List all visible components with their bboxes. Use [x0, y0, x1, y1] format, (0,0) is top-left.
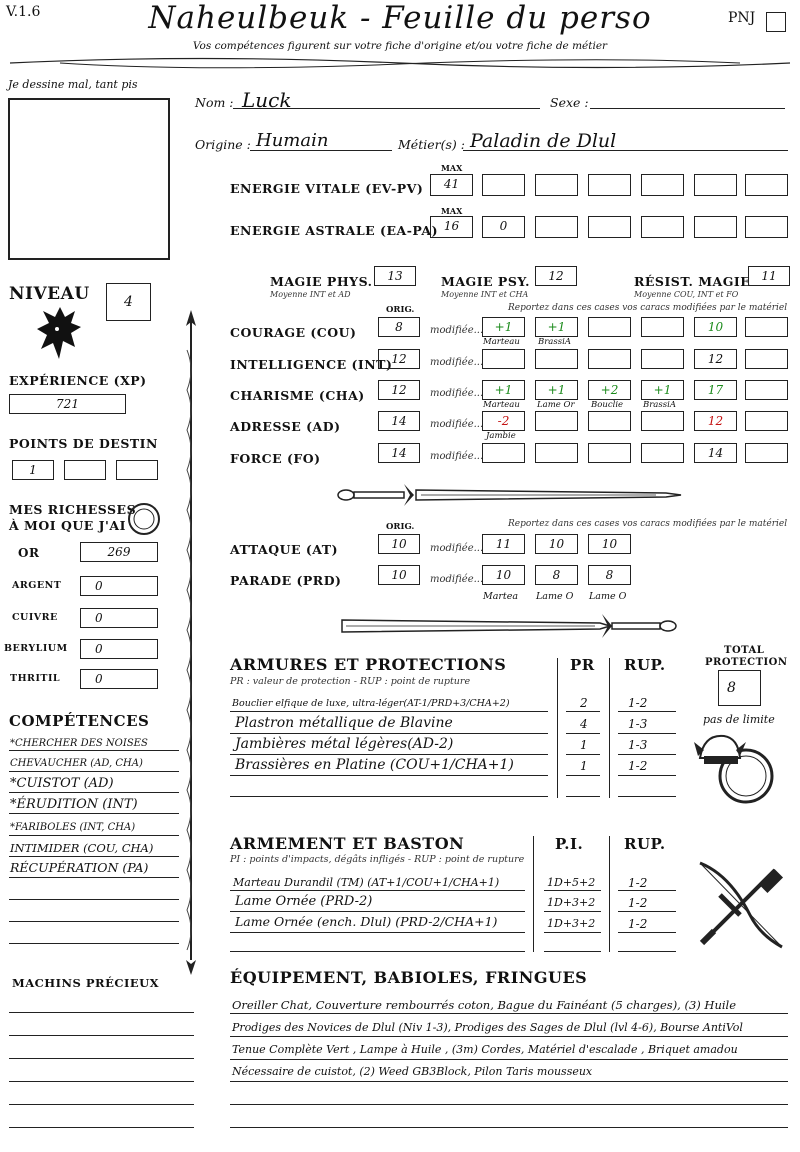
arme-line — [544, 951, 601, 952]
arme-line — [230, 890, 525, 891]
equipement-line-text[interactable]: Tenue Complète Vert , Lampe à Huile , (3m) Cordes, Matériel d'escalade , Briquet amadou — [232, 1043, 738, 1056]
arme-pi[interactable]: 1D+3+2 — [547, 917, 596, 930]
armure-pr[interactable]: 2 — [580, 696, 588, 710]
arme-pi[interactable]: 1D+5+2 — [547, 876, 596, 889]
equipement-line — [230, 1104, 788, 1105]
adresse-modifie-label: modifiée... — [430, 419, 484, 430]
equipement-line — [230, 1059, 788, 1060]
magie-phys-value[interactable]: 13 — [374, 266, 416, 286]
armure-line — [618, 733, 676, 734]
courage-final[interactable]: 10 — [694, 317, 737, 337]
ev-box-7[interactable] — [745, 174, 788, 196]
portrait-label: Je dessine mal, tant pis — [8, 78, 138, 91]
armures-title: ARMURES ET PROTECTIONS — [230, 655, 507, 674]
header-divider — [0, 52, 800, 74]
arme-line — [618, 911, 676, 912]
adresse-label: ADRESSE (AD) — [230, 419, 341, 434]
arme-line — [230, 932, 525, 933]
charisme-mod-1[interactable]: +1 — [482, 380, 525, 400]
competence-line — [9, 921, 179, 922]
intelligence-label: INTELLIGENCE (INT) — [230, 357, 393, 372]
ev-box-5[interactable] — [641, 174, 684, 196]
richesses-label-2: À MOI QUE J'AI — [9, 518, 126, 533]
charisme-final[interactable]: 17 — [694, 380, 737, 400]
xp-value[interactable]: 721 — [9, 394, 126, 414]
nom-label: Nom : — [195, 95, 234, 110]
arme-name[interactable]: Lame Ornée (PRD-2) — [235, 894, 373, 909]
destin-box-1[interactable]: 1 — [12, 460, 54, 480]
armement-rup-header: RUP. — [624, 835, 666, 853]
attaque-modifie-label: modifiée... — [430, 543, 484, 554]
machins-line — [9, 1035, 194, 1036]
charisme-under-2: Lame Or — [537, 400, 575, 410]
armure-line — [618, 796, 676, 797]
courage-extra[interactable] — [745, 317, 788, 337]
armement-divider — [609, 836, 610, 952]
competence-line — [9, 856, 179, 857]
arme-line — [544, 932, 601, 933]
courage-under-2: BrassiA — [538, 337, 571, 347]
armure-rup[interactable]: 1-3 — [628, 717, 648, 731]
intelligence-mod-3[interactable] — [588, 349, 631, 369]
armure-pr[interactable]: 1 — [580, 738, 588, 752]
ev-box-6[interactable] — [694, 174, 737, 196]
competence-line — [9, 877, 179, 878]
armure-rup[interactable]: 1-2 — [628, 696, 648, 710]
equipement-line-text[interactable]: Nécessaire de cuistot, (2) Weed GB3Block, Pilon Taris mousseux — [232, 1065, 593, 1078]
force-label: FORCE (FO) — [230, 451, 321, 466]
courage-mod-3[interactable] — [588, 317, 631, 337]
arme-name[interactable]: Marteau Durandil (TM) (AT+1/COU+1/CHA+1) — [233, 876, 500, 889]
armure-name[interactable]: Bouclier elfique de luxe, ultra-léger(AT-1/PRD+3/CHA+2) — [232, 698, 510, 709]
ea-max-box[interactable]: 16 — [430, 216, 473, 238]
force-mod-2[interactable] — [535, 443, 578, 463]
berylium-label: BERYLIUM — [4, 643, 68, 654]
coin-icon — [126, 501, 162, 537]
armure-line — [618, 711, 676, 712]
machins-line — [9, 1058, 194, 1059]
ev-max-label: MAX — [441, 163, 463, 173]
intelligence-extra[interactable] — [745, 349, 788, 369]
armure-line — [566, 775, 600, 776]
argent-label: ARGENT — [12, 580, 62, 591]
magie-psy-note: Moyenne INT et CHA — [441, 290, 529, 299]
sheet-subtitle: Vos compétences figurent sur votre fiche d'origine et/ou votre fiche de métier — [192, 40, 608, 52]
sexe-label: Sexe : — [550, 95, 589, 110]
courage-orig[interactable]: 8 — [378, 317, 420, 337]
armure-pr[interactable]: 1 — [580, 759, 588, 773]
courage-label: COURAGE (COU) — [230, 325, 357, 340]
intelligence-modifie-label: modifiée... — [430, 357, 484, 368]
machins-line — [9, 1104, 194, 1105]
cuivre-label: CUIVRE — [12, 612, 58, 623]
armement-title: ARMEMENT ET BASTON — [230, 834, 465, 853]
equipement-line-text[interactable]: Prodiges des Novices de Dlul (Niv 1-3), Prodiges des Sages de Dlul (lvl 4-6), Bourse AntiVol — [232, 1021, 743, 1034]
nom-value[interactable]: Luck — [242, 88, 292, 112]
competence-item[interactable]: RÉCUPÉRATION (PA) — [10, 860, 149, 875]
magie-psy-label: MAGIE PSY. — [441, 274, 531, 289]
force-final[interactable]: 14 — [694, 443, 737, 463]
machins-line — [9, 1127, 194, 1128]
parade-label: PARADE (PRD) — [230, 573, 342, 588]
niveau-value[interactable]: 4 — [106, 283, 151, 321]
parade-orig[interactable]: 10 — [378, 565, 420, 585]
equipement-line — [230, 1013, 788, 1014]
combat-orig-label: ORIG. — [386, 522, 415, 532]
courage-mod-4[interactable] — [641, 317, 684, 337]
magie-psy-value[interactable]: 12 — [535, 266, 577, 286]
arme-line — [544, 890, 601, 891]
richesses-label-1: MES RICHESSES — [9, 502, 137, 517]
resist-magie-label: RÉSIST. MAGIE — [634, 274, 751, 289]
arme-rup[interactable]: 1-2 — [628, 896, 648, 910]
force-modifie-label: modifiée... — [430, 451, 484, 462]
armure-line — [566, 733, 600, 734]
arme-line — [230, 951, 525, 952]
argent-value[interactable]: 0 — [80, 576, 158, 596]
resist-magie-value[interactable]: 11 — [748, 266, 790, 286]
pnj-checkbox[interactable] — [766, 12, 786, 32]
armure-line — [618, 754, 676, 755]
armure-rup[interactable]: 1-3 — [628, 738, 648, 752]
competence-item[interactable]: CHEVAUCHER (AD, CHA) — [10, 758, 143, 769]
sword-icon — [340, 610, 680, 642]
charisme-modifie-label: modifiée... — [430, 388, 484, 399]
armure-line — [230, 711, 548, 712]
adresse-extra[interactable] — [745, 411, 788, 431]
ea-box-5[interactable] — [641, 216, 684, 238]
charisme-mod-3[interactable]: +2 — [588, 380, 631, 400]
arme-rup[interactable]: 1-2 — [628, 917, 648, 931]
combat-under-3: Lame O — [589, 591, 627, 602]
force-extra[interactable] — [745, 443, 788, 463]
parade-value-1[interactable]: 10 — [482, 565, 525, 585]
adresse-mod-4[interactable] — [641, 411, 684, 431]
combat-under-1: Martea — [483, 591, 519, 602]
adresse-mod-3[interactable] — [588, 411, 631, 431]
or-label: OR — [18, 546, 40, 560]
adresse-final[interactable]: 12 — [694, 411, 737, 431]
cuivre-value[interactable]: 0 — [80, 608, 158, 628]
equipement-line — [230, 1127, 788, 1128]
force-mod-4[interactable] — [641, 443, 684, 463]
charisme-orig[interactable]: 12 — [378, 380, 420, 400]
pas-de-limite-label: pas de limite — [703, 713, 775, 726]
charisme-under-1: Marteau — [483, 400, 520, 410]
caracs-report-note: Reportez dans ces cases vos caracs modifiées par le matériel — [508, 303, 788, 313]
ea-box-3[interactable] — [535, 216, 578, 238]
destin-label: POINTS DE DESTIN — [9, 436, 158, 451]
courage-mod-2[interactable]: +1 — [535, 317, 578, 337]
adresse-mod-2[interactable] — [535, 411, 578, 431]
machins-line — [9, 1081, 194, 1082]
adresse-mod-1[interactable]: -2 — [482, 411, 525, 431]
charisme-extra[interactable] — [745, 380, 788, 400]
courage-modifie-label: modifiée... — [430, 325, 484, 336]
attaque-label: ATTAQUE (AT) — [230, 542, 339, 557]
competence-line — [9, 813, 179, 814]
arme-line — [230, 911, 525, 912]
parade-value-3[interactable]: 8 — [588, 565, 631, 585]
adresse-orig[interactable]: 14 — [378, 411, 420, 431]
competence-line — [9, 750, 179, 751]
machins-label: MACHINS PRÉCIEUX — [12, 976, 160, 990]
ea-box-7[interactable] — [745, 216, 788, 238]
thritil-value[interactable]: 0 — [80, 669, 158, 689]
competence-item[interactable]: *FARIBOLES (INT, CHA) — [10, 822, 136, 833]
destin-box-3[interactable] — [116, 460, 158, 480]
total-protection-label-2: PROTECTION — [705, 657, 788, 668]
armure-line — [230, 796, 548, 797]
pnj-label: PNJ — [728, 10, 756, 26]
or-value[interactable]: 269 — [80, 542, 158, 562]
arme-rup[interactable]: 1-2 — [628, 876, 648, 890]
armures-divider — [609, 658, 610, 798]
armures-note: PR : valeur de protection - RUP : point de rupture — [230, 676, 471, 687]
attaque-value-1[interactable]: 11 — [482, 534, 525, 554]
sword-icon — [336, 480, 686, 510]
intelligence-mod-2[interactable] — [535, 349, 578, 369]
adresse-under-1: Jambie — [486, 431, 516, 441]
staff-icon — [180, 310, 202, 975]
portrait-frame[interactable] — [8, 98, 170, 260]
ea-max-label: MAX — [441, 206, 463, 216]
competence-line — [9, 943, 179, 944]
combat-report-note: Reportez dans ces cases vos caracs modifiées par le matériel — [508, 519, 788, 529]
ea-label: ENERGIE ASTRALE (EA-PA) — [230, 223, 438, 238]
competence-line — [9, 899, 179, 900]
metier-value[interactable]: Paladin de Dlul — [470, 130, 617, 152]
total-protection-value[interactable]: 8 — [718, 670, 761, 706]
arme-pi[interactable]: 1D+3+2 — [547, 896, 596, 909]
attaque-value-3[interactable]: 10 — [588, 534, 631, 554]
courage-under-1: Marteau — [483, 337, 520, 347]
competences-label: COMPÉTENCES — [9, 712, 150, 730]
charisme-label: CHARISME (CHA) — [230, 388, 365, 403]
magie-phys-note: Moyenne INT et AD — [270, 290, 351, 299]
armement-note: PI : points d'impacts, dégâts infligés - RUP : point de rupture — [230, 854, 525, 865]
equipement-line-text[interactable]: Oreiller Chat, Couverture rembourrés coton, Bague du Fainéant (5 charges), (3) Huile — [232, 998, 737, 1012]
force-mod-1[interactable] — [482, 443, 525, 463]
attaque-value-2[interactable]: 10 — [535, 534, 578, 554]
competence-line — [9, 771, 179, 772]
armure-line — [230, 775, 548, 776]
armure-rup[interactable]: 1-2 — [628, 759, 648, 773]
magie-phys-label: MAGIE PHYS. — [270, 274, 373, 289]
armure-line — [230, 754, 548, 755]
intelligence-orig[interactable]: 12 — [378, 349, 420, 369]
competence-item[interactable]: *CHERCHER DES NOISES — [10, 738, 148, 749]
attaque-orig[interactable]: 10 — [378, 534, 420, 554]
arme-line — [544, 911, 601, 912]
weapons-icon — [690, 855, 790, 955]
origine-label: Origine : — [195, 137, 251, 152]
dragon-icon — [35, 303, 85, 365]
arme-line — [618, 951, 676, 952]
arme-line — [618, 890, 676, 891]
competence-line — [9, 835, 179, 836]
ea-current-box[interactable]: 0 — [482, 216, 525, 238]
courage-mod-1[interactable]: +1 — [482, 317, 525, 337]
armure-name[interactable]: Plastron métallique de Blavine — [235, 715, 453, 731]
armement-divider — [533, 836, 534, 952]
intelligence-final[interactable]: 12 — [694, 349, 737, 369]
intelligence-mod-1[interactable] — [482, 349, 525, 369]
ev-box-3[interactable] — [535, 174, 578, 196]
equipement-line — [230, 1081, 788, 1082]
ev-box-2[interactable] — [482, 174, 525, 196]
resist-magie-note: Moyenne COU, INT et FO — [634, 290, 739, 299]
sexe-line — [590, 108, 785, 109]
competence-item[interactable]: INTIMIDER (COU, CHA) — [10, 841, 154, 855]
parade-modifie-label: modifiée... — [430, 574, 484, 585]
armure-pr[interactable]: 4 — [580, 717, 588, 731]
xp-label: EXPÉRIENCE (XP) — [9, 373, 147, 388]
ev-box-4[interactable] — [588, 174, 631, 196]
berylium-value[interactable]: 0 — [80, 639, 158, 659]
machins-line — [9, 1012, 194, 1013]
armure-line — [566, 711, 600, 712]
arme-line — [618, 932, 676, 933]
competence-item[interactable]: *CUISTOT (AD) — [10, 776, 114, 791]
equipement-line — [230, 1036, 788, 1037]
armure-line — [230, 733, 548, 734]
charisme-under-3: Bouclie — [591, 400, 624, 410]
force-orig[interactable]: 14 — [378, 443, 420, 463]
intelligence-mod-4[interactable] — [641, 349, 684, 369]
armure-line — [566, 754, 600, 755]
armure-line — [566, 796, 600, 797]
charisme-mod-4[interactable]: +1 — [641, 380, 684, 400]
charisme-mod-2[interactable]: +1 — [535, 380, 578, 400]
ev-label: ENERGIE VITALE (EV-PV) — [230, 181, 424, 196]
arme-name[interactable]: Lame Ornée (ench. Dlul) (PRD-2/CHA+1) — [235, 914, 498, 929]
thritil-label: THRITIL — [10, 673, 61, 684]
total-protection-label-1: TOTAL — [724, 645, 765, 656]
armure-line — [618, 775, 676, 776]
ea-box-4[interactable] — [588, 216, 631, 238]
shield-helmet-icon — [694, 728, 776, 814]
equipement-title: ÉQUIPEMENT, BABIOLES, FRINGUES — [230, 968, 588, 987]
armures-rup-header: RUP. — [624, 656, 666, 674]
combat-under-2: Lame O — [536, 591, 574, 602]
force-mod-3[interactable] — [588, 443, 631, 463]
charisme-under-4: BrassiA — [643, 400, 676, 410]
armures-pr-header: PR — [570, 656, 595, 674]
parade-value-2[interactable]: 8 — [535, 565, 578, 585]
armement-pi-header: P.I. — [555, 835, 584, 853]
armures-divider — [557, 658, 558, 798]
armure-name[interactable]: Jambières métal légères(AD-2) — [235, 736, 454, 752]
competence-item[interactable]: *ÉRUDITION (INT) — [10, 797, 138, 812]
destin-box-2[interactable] — [64, 460, 106, 480]
armure-name[interactable]: Brassières en Platine (COU+1/CHA+1) — [235, 757, 514, 773]
origine-value[interactable]: Humain — [256, 130, 329, 151]
ev-max-box[interactable]: 41 — [430, 174, 473, 196]
sheet-title: Naheulbeuk - Feuille du perso — [148, 0, 652, 36]
version-label: V.1.6 — [6, 4, 41, 20]
niveau-label: NIVEAU — [9, 284, 90, 304]
competence-line — [9, 792, 179, 793]
caracs-orig-label: ORIG. — [386, 305, 415, 315]
metier-label: Métier(s) : — [398, 137, 465, 152]
ea-box-6[interactable] — [694, 216, 737, 238]
